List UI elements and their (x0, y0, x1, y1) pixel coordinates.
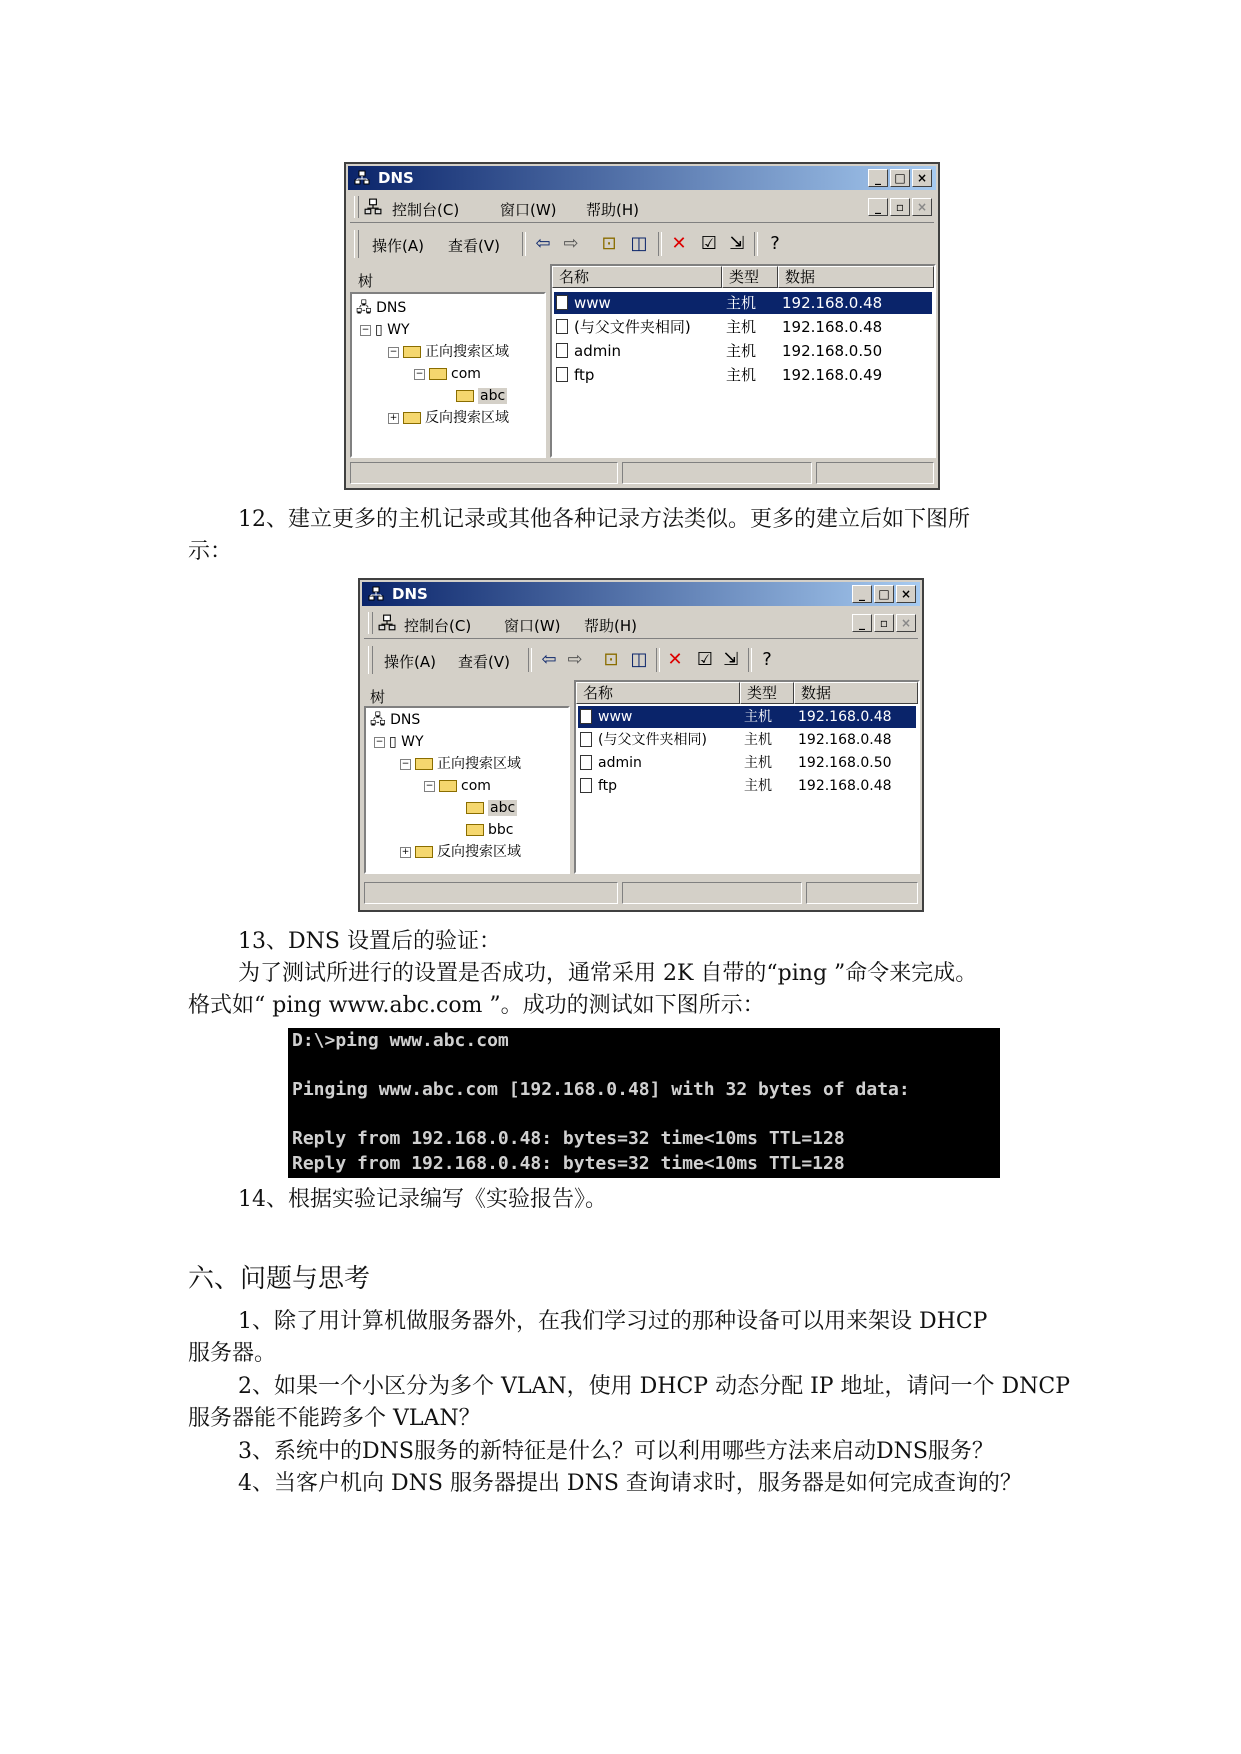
record-data: 192.168.0.48 (798, 732, 892, 748)
folder-icon (456, 390, 474, 402)
list-item[interactable] (554, 364, 932, 386)
tree-node-label: com (451, 366, 481, 382)
record-data: 192.168.0.50 (798, 755, 892, 771)
back-arrow-icon[interactable]: ⇦ (535, 233, 551, 254)
server-icon: ▯ (375, 322, 383, 338)
column-header-type[interactable]: 类型 (740, 682, 794, 704)
toolbar-grip[interactable] (354, 230, 359, 258)
forward-arrow-icon[interactable]: ⇨ (563, 233, 579, 254)
child-restore-button[interactable]: ▫ (890, 198, 910, 216)
host-record-icon (556, 319, 568, 334)
record-name: www (598, 709, 633, 725)
console-line: D:\>ping www.abc.com (292, 1030, 509, 1051)
record-type: 主机 (744, 755, 772, 771)
zone-folder-icon (439, 780, 457, 792)
record-type: 主机 (744, 732, 772, 748)
title-bar (348, 166, 936, 190)
host-record-icon (580, 732, 592, 747)
list-pane[interactable] (574, 680, 920, 874)
show-tree-icon[interactable]: ◫ (630, 649, 648, 670)
collapse-icon[interactable]: − (415, 368, 424, 379)
record-type: 主机 (726, 318, 757, 336)
question-2-line1: 2、如果一个小区分为多个 VLAN，使用 DHCP 动态分配 IP 地址，请问一个 DNCP (238, 1374, 1071, 1399)
tree-node-forward-zone[interactable] (400, 754, 521, 774)
menu-window[interactable]: 窗口(W) (500, 201, 557, 219)
menu-bar (350, 194, 934, 223)
status-bar-pane (816, 462, 934, 484)
child-close-button[interactable]: × (896, 614, 916, 632)
minimize-button[interactable]: _ (868, 169, 888, 187)
paragraph-13-line2: 格式如“ ping www.abc.com ”。成功的测试如下图所示： (188, 993, 765, 1018)
folder-icon (403, 412, 421, 424)
list-item[interactable] (578, 775, 916, 797)
collapse-icon[interactable]: − (389, 346, 398, 357)
help-icon[interactable]: ? (770, 233, 780, 254)
question-4: 4、当客户机向 DNS 服务器提出 DNS 查询请求时，服务器是如何完成查询的？ (238, 1471, 1022, 1496)
record-data: 192.168.0.48 (798, 778, 892, 794)
maximize-button[interactable]: □ (890, 169, 910, 187)
tree-node-com[interactable] (424, 776, 491, 796)
dns-window-2 (358, 578, 924, 912)
menu-console[interactable]: 控制台(C) (404, 617, 472, 635)
tree-node-dns[interactable] (370, 710, 420, 730)
tree-node-wy[interactable] (360, 320, 410, 340)
child-restore-button[interactable]: ▫ (874, 614, 894, 632)
tree-node-label: 反向搜索区域 (425, 410, 509, 426)
collapse-icon[interactable]: − (401, 758, 410, 769)
list-item[interactable] (554, 292, 932, 314)
list-item[interactable] (578, 752, 916, 774)
record-data: 192.168.0.49 (782, 366, 883, 384)
host-record-icon (580, 778, 592, 793)
record-name: (与父文件夹相同) (598, 732, 707, 748)
expand-icon[interactable]: + (389, 412, 398, 423)
up-folder-icon[interactable]: ⊡ (601, 233, 617, 254)
record-data: 192.168.0.48 (782, 294, 883, 312)
collapse-icon[interactable]: − (361, 324, 370, 335)
tree-pane[interactable] (350, 292, 546, 458)
tree-node-label: 反向搜索区域 (437, 844, 521, 860)
show-tree-icon[interactable]: ◫ (630, 233, 648, 254)
record-type: 主机 (726, 342, 757, 360)
paragraph-12-line2: 示： (188, 539, 233, 564)
status-bar-pane (364, 882, 618, 904)
column-header-data[interactable]: 数据 (794, 682, 918, 704)
status-bar-pane (806, 882, 918, 904)
console-icon (378, 614, 396, 632)
dns-window-1 (344, 162, 940, 490)
menu-console[interactable]: 控制台(C) (392, 201, 460, 219)
list-item[interactable] (554, 340, 932, 362)
paragraph-14: 14、根据实验记录编写《实验报告》。 (238, 1187, 607, 1212)
child-minimize-button[interactable]: _ (868, 198, 888, 216)
menu-grip[interactable] (354, 196, 359, 218)
tree-node-reverse-zone[interactable] (400, 842, 521, 862)
collapse-icon[interactable]: − (425, 780, 434, 791)
record-name: admin (598, 755, 642, 771)
tree-node-com[interactable] (414, 364, 481, 384)
collapse-icon[interactable]: − (375, 736, 384, 747)
tree-node-label: WY (401, 734, 424, 750)
export-icon[interactable]: ⇲ (723, 649, 739, 670)
toolbar-separator (658, 232, 662, 256)
tree-node-label: bbc (488, 822, 514, 838)
list-item[interactable] (578, 729, 916, 751)
menu-view[interactable]: 查看(V) (458, 653, 510, 671)
tree-header: 树 (370, 688, 386, 706)
toolbar (364, 642, 918, 678)
host-record-icon (556, 343, 568, 358)
menu-grip[interactable] (368, 612, 373, 634)
record-type: 主机 (726, 294, 757, 312)
menu-view[interactable]: 查看(V) (448, 237, 500, 255)
delete-icon[interactable]: ✕ (667, 649, 683, 670)
toolbar-grip[interactable] (368, 646, 373, 674)
question-2-line2: 服务器能不能跨多个 VLAN？ (188, 1406, 481, 1431)
record-name: ftp (598, 778, 618, 794)
properties-icon[interactable]: ☑ (696, 649, 714, 670)
record-data: 192.168.0.48 (798, 709, 892, 725)
delete-icon[interactable]: ✕ (671, 233, 687, 254)
dns-icon (354, 170, 370, 186)
menu-window[interactable]: 窗口(W) (504, 617, 561, 635)
record-name: www (574, 294, 611, 312)
column-header-name[interactable]: 名称 (552, 266, 722, 288)
list-pane[interactable] (550, 264, 936, 458)
paragraph-12-line1: 12、建立更多的主机记录或其他各种记录方法类似。更多的建立后如下图所 (238, 507, 970, 532)
minimize-button[interactable]: _ (852, 585, 872, 603)
toolbar-separator (748, 648, 752, 672)
record-type: 主机 (726, 366, 757, 384)
dns-icon (368, 586, 384, 602)
menu-help[interactable]: 帮助(H) (584, 617, 637, 635)
record-name: (与父文件夹相同) (574, 318, 691, 336)
title-bar (362, 582, 920, 606)
dns-server-icon: 🖧 (356, 300, 372, 316)
tree-node-label: WY (387, 322, 410, 338)
child-close-button[interactable]: × (912, 198, 932, 216)
window-title: DNS (378, 169, 414, 187)
tree-node-dns[interactable] (356, 298, 406, 318)
tree-node-label: 正向搜索区域 (425, 344, 509, 360)
properties-icon[interactable]: ☑ (700, 233, 718, 254)
record-name: admin (574, 342, 621, 360)
tree-node-wy[interactable] (374, 732, 424, 752)
server-icon: ▯ (389, 734, 397, 750)
paragraph-13-title: 13、DNS 设置后的验证： (238, 929, 501, 954)
status-bar-pane (622, 462, 812, 484)
close-button[interactable]: × (896, 585, 916, 603)
tree-node-label: DNS (376, 300, 407, 316)
console-line: Reply from 192.168.0.48: bytes=32 time<10ms TTL=128 (292, 1153, 845, 1174)
column-header-data[interactable]: 数据 (778, 266, 934, 288)
column-header-type[interactable]: 类型 (722, 266, 778, 288)
forward-arrow-icon[interactable]: ⇨ (567, 649, 583, 670)
record-type: 主机 (744, 778, 772, 794)
folder-icon (403, 346, 421, 358)
tree-header: 树 (358, 272, 374, 290)
toolbar-separator (522, 232, 526, 256)
window-title: DNS (392, 585, 428, 603)
folder-icon (466, 824, 484, 836)
tree-pane[interactable] (364, 706, 570, 874)
tree-node-label: abc (490, 800, 516, 816)
record-data: 192.168.0.48 (782, 318, 883, 336)
paragraph-13-line1: 为了测试所进行的设置是否成功，通常采用 2K 自带的“ping ”命令来完成。 (238, 961, 978, 986)
toolbar-separator (656, 648, 660, 672)
question-1-line1: 1、除了用计算机做服务器外，在我们学习过的那种设备可以用来架设 DHCP (238, 1309, 988, 1334)
host-record-icon (556, 295, 568, 310)
status-bar-pane (622, 882, 802, 904)
tree-node-forward-zone[interactable] (388, 342, 509, 362)
menu-bar (364, 610, 918, 639)
command-prompt-screenshot (288, 1028, 1000, 1178)
export-icon[interactable]: ⇲ (729, 233, 745, 254)
question-3: 3、系统中的DNS服务的新特征是什么？可以利用哪些方法来启动DNS服务？ (238, 1439, 994, 1464)
expand-icon[interactable]: + (401, 846, 410, 857)
console-icon (364, 198, 382, 216)
question-1-line2: 服务器。 (188, 1341, 277, 1366)
tree-node-abc[interactable] (456, 386, 507, 406)
tree-node-label: DNS (390, 712, 421, 728)
help-icon[interactable]: ? (762, 649, 772, 670)
tree-node-label: com (461, 778, 491, 794)
menu-action[interactable]: 操作(A) (372, 237, 424, 255)
section-heading: 六、问题与思考 (188, 1264, 371, 1294)
toolbar (350, 226, 934, 262)
list-item[interactable] (578, 706, 916, 728)
host-record-icon (580, 709, 592, 724)
tree-node-reverse-zone[interactable] (388, 408, 509, 428)
up-folder-icon[interactable]: ⊡ (603, 649, 619, 670)
host-record-icon (580, 755, 592, 770)
toolbar-separator (754, 232, 758, 256)
tree-node-bbc[interactable] (466, 820, 513, 840)
tree-node-label: abc (480, 388, 506, 404)
dns-server-icon: 🖧 (370, 712, 386, 728)
child-minimize-button[interactable]: _ (852, 614, 872, 632)
console-line: Pinging www.abc.com [192.168.0.48] with 32 bytes of data: (292, 1079, 910, 1100)
column-header-name[interactable]: 名称 (576, 682, 740, 704)
folder-icon (415, 846, 433, 858)
status-bar-pane (350, 462, 618, 484)
list-item[interactable] (554, 316, 932, 338)
record-data: 192.168.0.50 (782, 342, 883, 360)
zone-folder-icon (429, 368, 447, 380)
tree-node-abc[interactable] (466, 798, 517, 818)
record-name: ftp (574, 366, 595, 384)
folder-icon (466, 802, 484, 814)
folder-icon (415, 758, 433, 770)
menu-help[interactable]: 帮助(H) (586, 201, 639, 219)
menu-action[interactable]: 操作(A) (384, 653, 436, 671)
toolbar-separator (528, 648, 532, 672)
close-button[interactable]: × (912, 169, 932, 187)
back-arrow-icon[interactable]: ⇦ (541, 649, 557, 670)
host-record-icon (556, 367, 568, 382)
console-line: Reply from 192.168.0.48: bytes=32 time<10ms TTL=128 (292, 1128, 845, 1149)
tree-node-label: 正向搜索区域 (437, 756, 521, 772)
record-type: 主机 (744, 709, 772, 725)
maximize-button[interactable]: □ (874, 585, 894, 603)
